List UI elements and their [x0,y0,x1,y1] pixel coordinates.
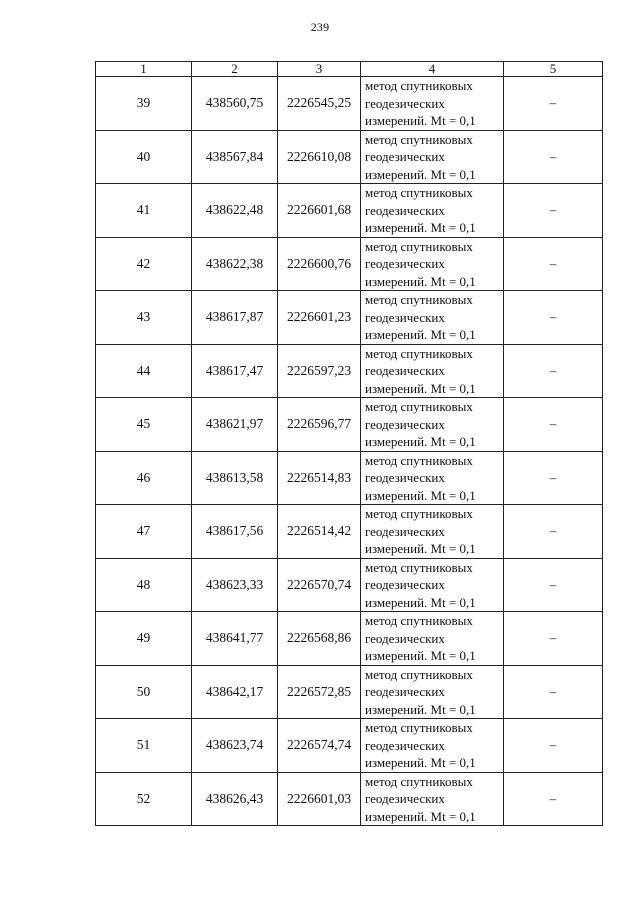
method-line: метод спутниковых [365,452,473,468]
y-coordinate-cell: 2226601,03 [278,772,361,826]
coordinates-table [95,61,603,826]
method-line: метод спутниковых [365,78,473,93]
method-line: геодезических [365,95,445,111]
method-line: измерений. Mt = 0,1 [365,701,476,717]
point-number-cell: 45 [96,398,192,452]
table-row [96,184,603,238]
table-row [96,237,603,291]
table-body [96,77,603,826]
method-line: метод спутниковых [365,666,473,682]
point-number-cell: 48 [96,558,192,612]
method-line: метод спутниковых [365,345,473,361]
y-coordinate-cell: 2226574,74 [278,719,361,773]
method-line: геодезических [365,791,445,806]
note-cell: – [504,237,603,291]
method-cell [361,665,504,719]
method-line: измерений. Mt = 0,1 [365,273,476,289]
note-cell: – [504,130,603,184]
y-coordinate-cell: 2226568,86 [278,612,361,666]
y-coordinate-cell: 2226597,23 [278,344,361,398]
method-line: геодезических [365,256,445,271]
method-line: геодезических [365,577,445,592]
table-row [96,130,603,184]
column-header: 2 [192,62,278,77]
x-coordinate-cell: 438626,43 [192,772,278,826]
note-cell: – [504,612,603,666]
x-coordinate-cell: 438621,97 [192,398,278,452]
note-cell: – [504,505,603,559]
x-coordinate-cell: 438622,38 [192,237,278,291]
method-cell [361,505,504,559]
method-cell [361,719,504,773]
point-number-cell: 44 [96,344,192,398]
method-line: метод спутниковых [365,773,473,789]
method-line: измерений. Mt = 0,1 [365,541,476,556]
y-coordinate-cell: 2226600,76 [278,237,361,291]
page-number: 239 [310,20,330,34]
method-line: метод спутниковых [365,399,473,414]
point-number-cell: 39 [96,77,192,131]
point-number-cell: 47 [96,505,192,559]
method-line: метод спутниковых [365,238,473,254]
x-coordinate-cell: 438623,74 [192,719,278,773]
method-line: геодезических [365,737,445,753]
method-cell [361,772,504,826]
method-line: измерений. Mt = 0,1 [365,487,476,503]
method-line: метод спутниковых [365,506,473,521]
point-number-cell: 42 [96,237,192,291]
note-cell: – [504,291,603,345]
note-cell: – [504,719,603,773]
x-coordinate-cell: 438622,48 [192,184,278,238]
note-cell: – [504,398,603,452]
point-number-cell: 46 [96,451,192,505]
y-coordinate-cell: 2226514,42 [278,505,361,559]
column-header: 5 [504,62,603,77]
x-coordinate-cell: 438642,17 [192,665,278,719]
x-coordinate-cell: 438617,87 [192,291,278,345]
point-number-cell: 50 [96,665,192,719]
y-coordinate-cell: 2226514,83 [278,451,361,505]
method-line: измерений. Mt = 0,1 [365,113,476,128]
table-row [96,612,603,666]
x-coordinate-cell: 438560,75 [192,77,278,131]
method-cell [361,398,504,452]
method-line: метод спутниковых [365,292,473,307]
column-header: 4 [361,62,504,77]
point-number-cell: 51 [96,719,192,773]
method-line: измерений. Mt = 0,1 [365,380,476,396]
table-row [96,398,603,452]
column-header: 1 [96,62,192,77]
table-header-row [96,62,603,77]
note-cell: – [504,77,603,131]
method-cell [361,184,504,238]
x-coordinate-cell: 438617,56 [192,505,278,559]
method-line: метод спутниковых [365,613,473,628]
y-coordinate-cell: 2226601,23 [278,291,361,345]
note-cell: – [504,344,603,398]
note-cell: – [504,665,603,719]
method-line: геодезических [365,523,445,539]
method-line: геодезических [365,363,445,378]
method-cell [361,291,504,345]
point-number-cell: 52 [96,772,192,826]
method-line: геодезических [365,149,445,164]
x-coordinate-cell: 438641,77 [192,612,278,666]
y-coordinate-cell: 2226596,77 [278,398,361,452]
x-coordinate-cell: 438567,84 [192,130,278,184]
note-cell: – [504,451,603,505]
method-cell [361,77,504,131]
table-row [96,451,603,505]
y-coordinate-cell: 2226610,08 [278,130,361,184]
method-line: метод спутниковых [365,720,473,735]
method-line: геодезических [365,202,445,218]
y-coordinate-cell: 2226572,85 [278,665,361,719]
table-row [96,77,603,131]
method-line: измерений. Mt = 0,1 [365,808,476,824]
point-number-cell: 40 [96,130,192,184]
method-cell [361,344,504,398]
note-cell: – [504,184,603,238]
method-cell [361,558,504,612]
x-coordinate-cell: 438623,33 [192,558,278,612]
method-line: геодезических [365,470,445,485]
table-row [96,505,603,559]
method-line: измерений. Mt = 0,1 [365,594,476,610]
method-line: геодезических [365,630,445,646]
method-cell [361,451,504,505]
method-line: измерений. Mt = 0,1 [365,327,476,342]
method-line: измерений. Mt = 0,1 [365,220,476,235]
column-header: 3 [278,62,361,77]
table-row [96,665,603,719]
method-line: метод спутниковых [365,559,473,575]
y-coordinate-cell: 2226601,68 [278,184,361,238]
method-line: измерений. Mt = 0,1 [365,166,476,182]
table-row [96,772,603,826]
method-line: метод спутниковых [365,131,473,147]
method-line: измерений. Mt = 0,1 [365,755,476,770]
method-line: измерений. Mt = 0,1 [365,648,476,663]
y-coordinate-cell: 2226570,74 [278,558,361,612]
method-cell [361,612,504,666]
table-row [96,558,603,612]
method-line: геодезических [365,416,445,432]
y-coordinate-cell: 2226545,25 [278,77,361,131]
method-line: метод спутниковых [365,185,473,200]
method-cell [361,130,504,184]
table-row [96,719,603,773]
x-coordinate-cell: 438613,58 [192,451,278,505]
note-cell: – [504,558,603,612]
method-line: измерений. Mt = 0,1 [365,434,476,449]
method-line: геодезических [365,684,445,699]
table-row [96,291,603,345]
method-line: геодезических [365,309,445,325]
table-row [96,344,603,398]
point-number-cell: 41 [96,184,192,238]
x-coordinate-cell: 438617,47 [192,344,278,398]
method-cell [361,237,504,291]
point-number-cell: 49 [96,612,192,666]
note-cell: – [504,772,603,826]
point-number-cell: 43 [96,291,192,345]
